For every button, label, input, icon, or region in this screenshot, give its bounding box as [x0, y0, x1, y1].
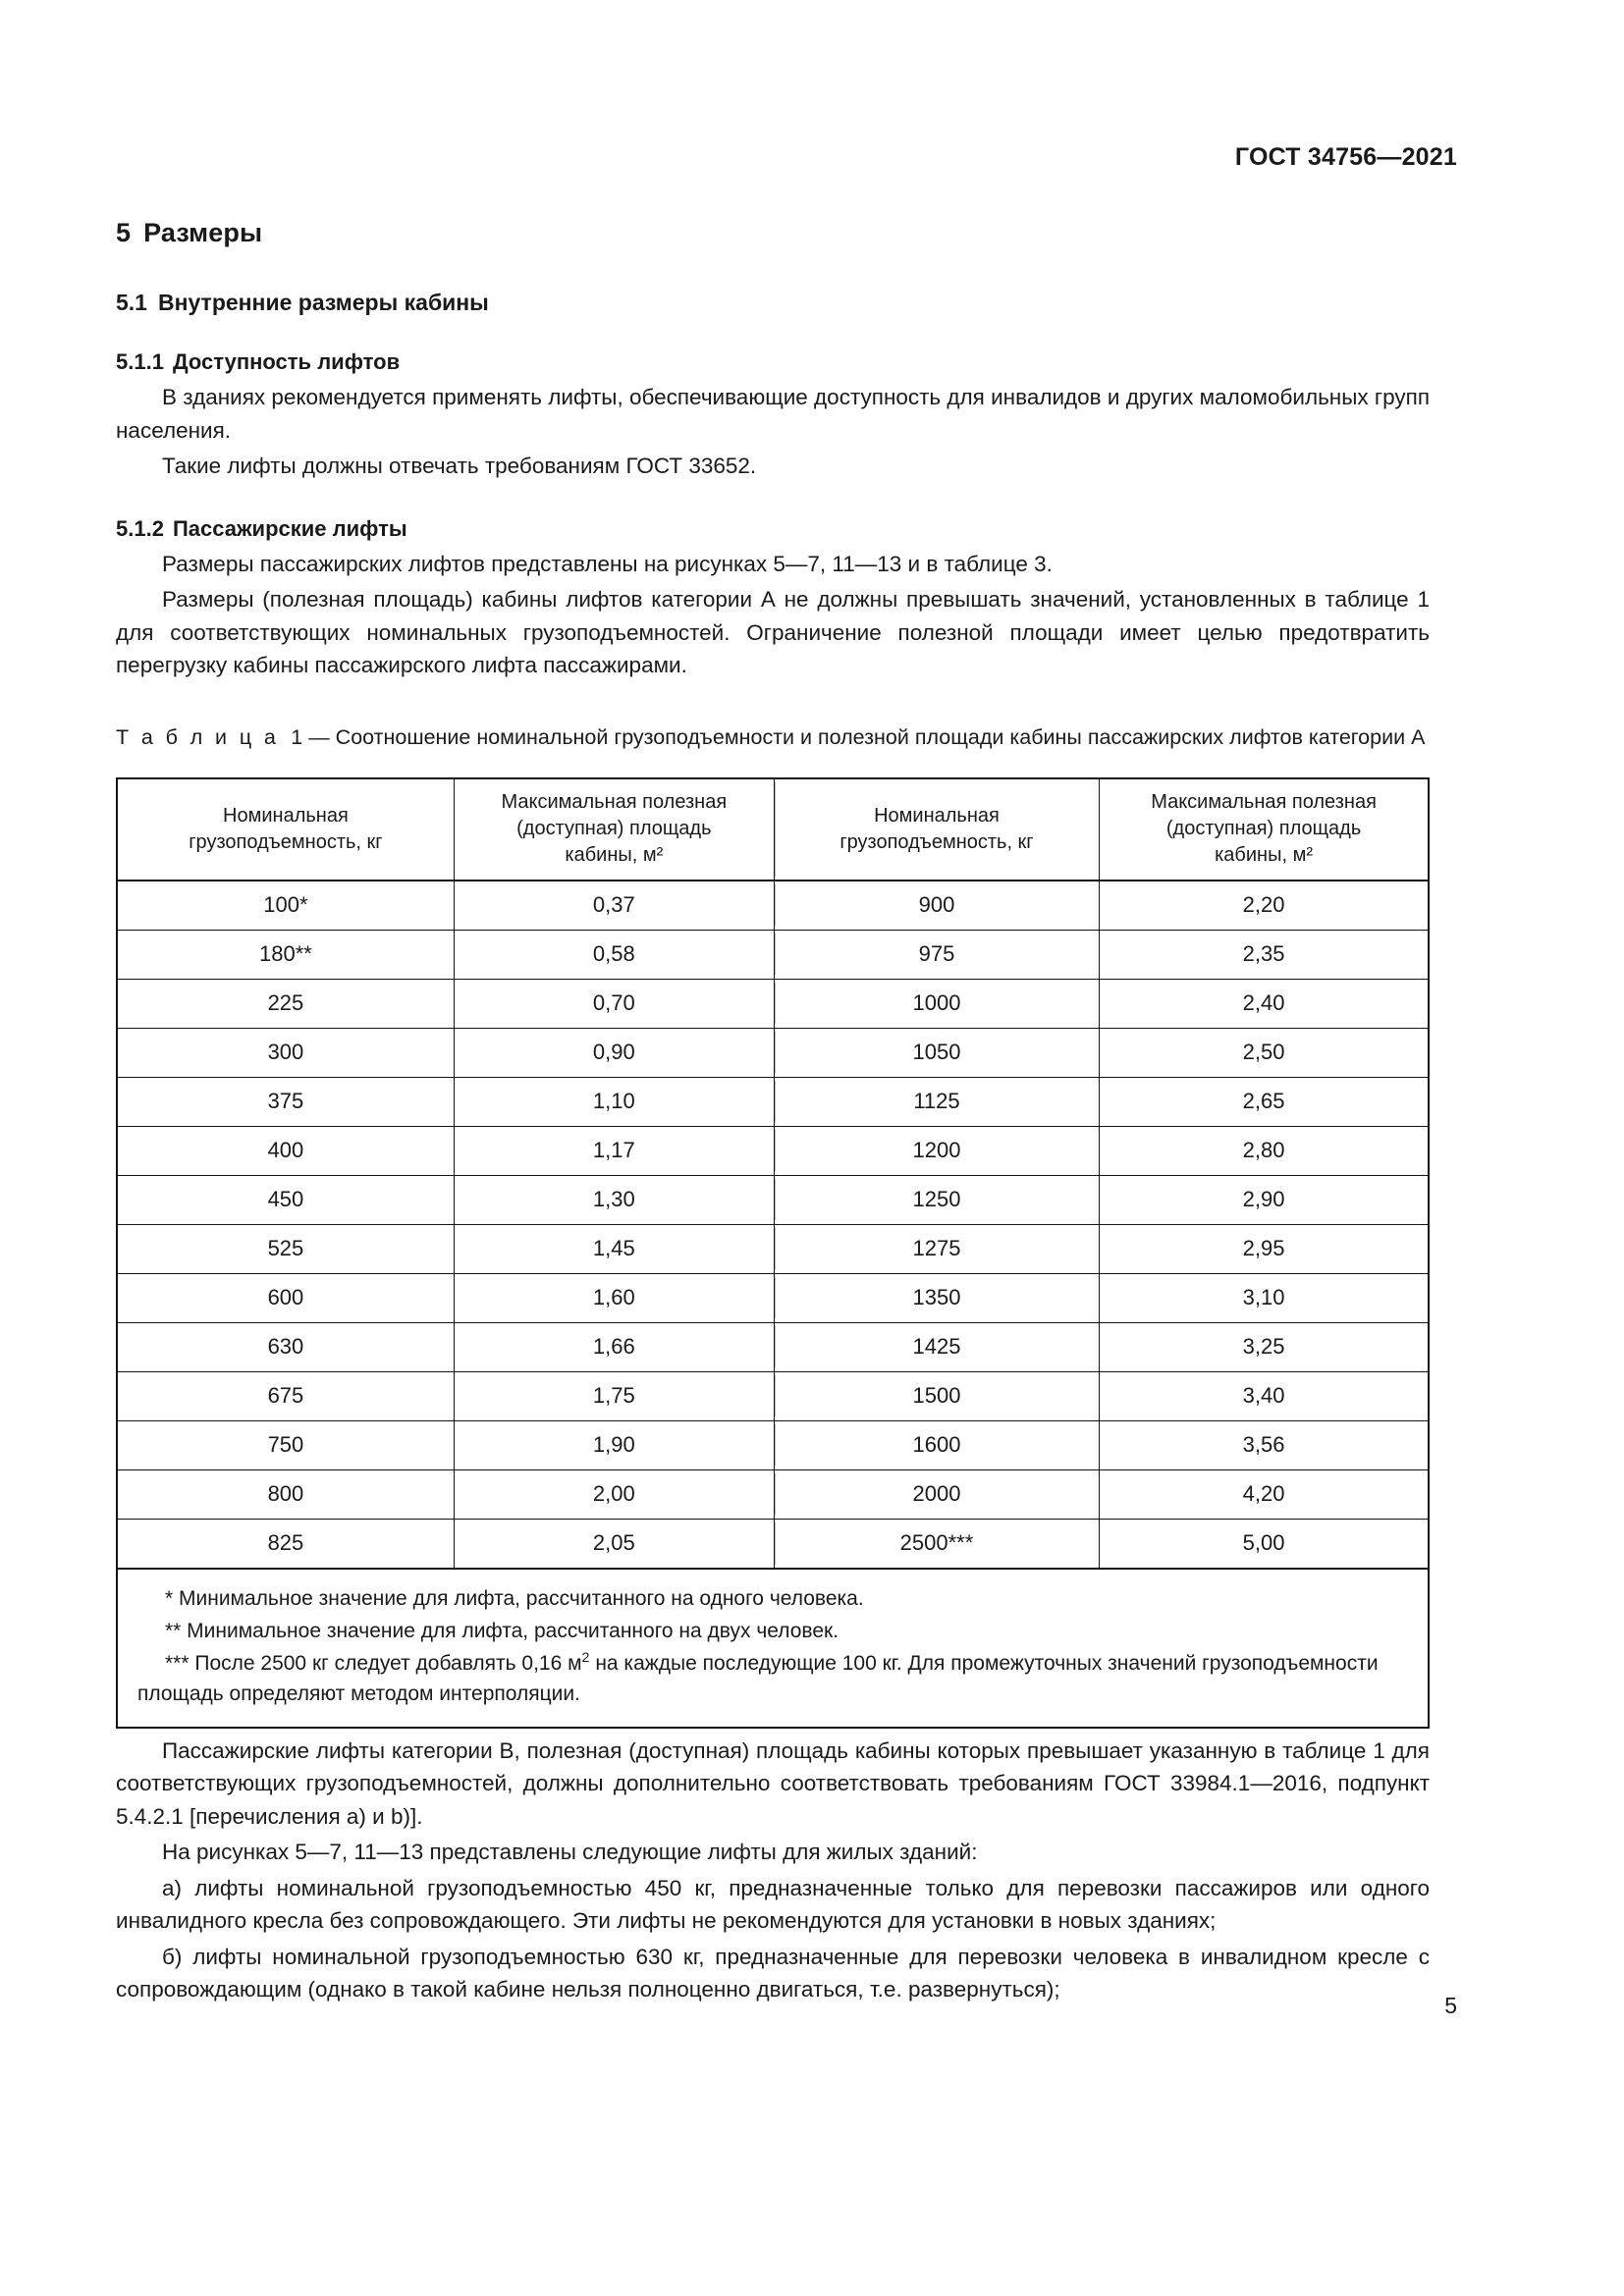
section-5-1-1-title: Доступность лифтов: [172, 349, 401, 374]
footnote-3-text-b: на каждые последующие 100 кг. Для промежуточных значений грузоподъемности площадь определяют методом интерполяции.: [137, 1651, 1379, 1705]
table-cell: 225: [117, 979, 454, 1028]
table-cell: 3,40: [1100, 1371, 1429, 1420]
table-cell: 1,17: [454, 1126, 774, 1175]
header-line: грузоподъемность, кг: [189, 830, 383, 853]
standard-number-header: ГОСТ 34756—2021: [1234, 143, 1457, 171]
table-row: [117, 1224, 1429, 1273]
table-cell: 2,40: [1100, 979, 1429, 1028]
header-line: (доступная) площадь: [1165, 818, 1362, 839]
table-cell: 1050: [774, 1028, 1099, 1077]
table-cell: 4,20: [1100, 1469, 1429, 1519]
footnote-3-text-a: *** После 2500 кг следует добавлять 0,16 м: [165, 1651, 582, 1675]
table-1-caption: [116, 721, 1430, 753]
table-cell: 1275: [774, 1224, 1099, 1273]
header-line: Максимальная полезная: [501, 791, 728, 813]
footnote-single-person: * Минимальное значение для лифта, рассчитанного на одного человека.: [165, 1586, 864, 1610]
table-cell: 525: [117, 1224, 454, 1273]
table-cell: 2,90: [1100, 1175, 1429, 1224]
header-line: Максимальная полезная: [1151, 791, 1377, 813]
table-cell: 1,60: [454, 1273, 774, 1322]
table-row: [117, 930, 1429, 979]
section-5-title: Размеры: [143, 218, 263, 247]
table-head: [117, 778, 1429, 881]
table-cell: 375: [117, 1077, 454, 1126]
table-cell: 2,50: [1100, 1028, 1429, 1077]
table-footnotes: [116, 1570, 1430, 1729]
table-header-row: [117, 778, 1429, 881]
table-cell: 2500***: [774, 1519, 1099, 1569]
table-cell: 675: [117, 1371, 454, 1420]
table-cell: 1,10: [454, 1077, 774, 1126]
table-cell: 1,66: [454, 1322, 774, 1371]
table-cell: 800: [117, 1469, 454, 1519]
header-line: кабины, м²: [1215, 844, 1313, 866]
section-5-1-2-heading: [116, 516, 1430, 542]
table-cell: 630: [117, 1322, 454, 1371]
table-cell: 1,75: [454, 1371, 774, 1420]
section-5-number: 5: [116, 218, 132, 247]
table-cell: 3,10: [1100, 1273, 1429, 1322]
table-cell: 975: [774, 930, 1099, 979]
header-line: (доступная) площадь: [516, 818, 712, 839]
table-cell: 2,95: [1100, 1224, 1429, 1273]
table-caption-text: Соотношение номинальной грузоподъемности и полезной площади кабины пассажирских лифтов категории А: [335, 724, 1426, 749]
table-cell: 3,25: [1100, 1322, 1429, 1371]
paragraph-gost-33652-requirement: Такие лифты должны отвечать требованиям ГОСТ 33652.: [162, 454, 757, 478]
table-row: [117, 1322, 1429, 1371]
table-row: [117, 1371, 1429, 1420]
table-cell: 1,45: [454, 1224, 774, 1273]
table-row: [117, 1469, 1429, 1519]
table-cell: 1500: [774, 1371, 1099, 1420]
section-5-1-2-number: 5.1.2: [116, 515, 164, 541]
table-cell: 450: [117, 1175, 454, 1224]
section-5-1-2-title: Пассажирские лифты: [172, 515, 407, 541]
footnote-above-2500: [137, 1648, 1408, 1709]
header-line: Номинальная: [874, 804, 1000, 827]
section-5-1-1-number: 5.1.1: [116, 349, 164, 374]
table-row: [117, 1126, 1429, 1175]
table-cell: 2,00: [454, 1469, 774, 1519]
table-cell: 1,90: [454, 1420, 774, 1469]
table-cell: 1125: [774, 1077, 1099, 1126]
section-5-1-number: 5.1: [116, 290, 147, 315]
header-line: грузоподъемность, кг: [839, 830, 1034, 853]
table-cell: 0,37: [454, 881, 774, 931]
paragraph-category-b-requirements: Пассажирские лифты категории В, полезная (доступная) площадь кабины которых превышает указанную в таблице 1 для соответствующих грузоподъемностей, должны дополнительно соответствовать требованиям ГОСТ 33984.1—2016, подпункт 5.4.2.1 [перечисления a) и b)].: [116, 1737, 1430, 1829]
table-header-rated-load-left: [117, 778, 454, 881]
header-line: Номинальная: [223, 804, 349, 827]
table-cell: 1425: [774, 1322, 1099, 1371]
table-row: [117, 1077, 1429, 1126]
paragraph-residential-figures-intro: На рисунках 5—7, 11—13 представлены следующие лифты для жилых зданий:: [162, 1840, 978, 1864]
table-cell: 2,35: [1100, 930, 1429, 979]
paragraph-passenger-lift-figures: Размеры пассажирских лифтов представлены на рисунках 5—7, 11—13 и в таблице 3.: [162, 551, 1053, 576]
table-cell: 5,00: [1100, 1519, 1429, 1569]
table-header-max-area-left: [454, 778, 774, 881]
table-caption-label: Т а б л и ц а: [116, 724, 280, 749]
page-content: [116, 218, 1430, 2006]
paragraph-list-item-a: а) лифты номинальной грузоподъемностью 450 кг, предназначенные только для перевозки пассажиров или одного инвалидного кресла без сопровождающего. Эти лифты не рекомендуются для установки в новых зданиях;: [116, 1875, 1430, 1933]
table-cell: 100*: [117, 881, 454, 931]
table-cell: 1250: [774, 1175, 1099, 1224]
table-cell: 3,56: [1100, 1420, 1429, 1469]
footnote-two-persons: ** Минимальное значение для лифта, рассчитанного на двух человек.: [165, 1619, 839, 1642]
table-caption-dash: —: [308, 724, 330, 749]
paragraph-category-a-area-limits: Размеры (полезная площадь) кабины лифтов категории А не должны превышать значений, установленных в таблице 1 для соответствующих номинальных грузоподъемностей. Ограничение полезной площади имеет целью предотвратить перегрузку кабины пассажирского лифта пассажирами.: [116, 587, 1430, 677]
table-cell: 300: [117, 1028, 454, 1077]
table-cell: 2,65: [1100, 1077, 1429, 1126]
table-cell: 825: [117, 1519, 454, 1569]
table-cell: 2,20: [1100, 881, 1429, 931]
table-row: [117, 1519, 1429, 1569]
table-cell: 1000: [774, 979, 1099, 1028]
table-header-max-area-right: [1100, 778, 1429, 881]
table-cell: 2,05: [454, 1519, 774, 1569]
header-line: кабины, м²: [565, 844, 664, 866]
section-5-1-1-heading: [116, 349, 1430, 375]
table-caption-number: 1: [291, 724, 303, 749]
table-row: [117, 1028, 1429, 1077]
table-cell: 0,90: [454, 1028, 774, 1077]
table-cell: 2,80: [1100, 1126, 1429, 1175]
section-5-1-title: Внутренние размеры кабины: [157, 290, 489, 315]
table-cell: 750: [117, 1420, 454, 1469]
table-cell: 1200: [774, 1126, 1099, 1175]
table-row: [117, 1273, 1429, 1322]
footnote-3-superscript: 2: [581, 1649, 590, 1666]
paragraph-accessibility-recommendation: В зданиях рекомендуется применять лифты, обеспечивающие доступность для инвалидов и других маломобильных групп населения.: [116, 385, 1430, 443]
table-cell: 600: [117, 1273, 454, 1322]
table-cell: 1,30: [454, 1175, 774, 1224]
table-header-rated-load-right: [774, 778, 1099, 881]
table-cell: 1600: [774, 1420, 1099, 1469]
section-5-1-heading: [116, 290, 1430, 316]
table-cell: 400: [117, 1126, 454, 1175]
table-load-vs-area: [116, 777, 1430, 1570]
page-number: 5: [1444, 1993, 1457, 2018]
table-body: [117, 881, 1429, 1569]
table-cell: 2000: [774, 1469, 1099, 1519]
table-cell: 0,70: [454, 979, 774, 1028]
table-cell: 180**: [117, 930, 454, 979]
table-row: [117, 1420, 1429, 1469]
table-cell: 900: [774, 881, 1099, 931]
paragraph-list-item-b: б) лифты номинальной грузоподъемностью 630 кг, предназначенные для перевозки человека в инвалидном кресле с сопровождающим (однако в такой кабине нельзя полноценно двигаться, т.е. развернуться);: [116, 1944, 1430, 2002]
table-row: [117, 1175, 1429, 1224]
table-row: [117, 979, 1429, 1028]
table-cell: 0,58: [454, 930, 774, 979]
table-cell: 1350: [774, 1273, 1099, 1322]
table-row: [117, 881, 1429, 931]
section-5-heading: [116, 218, 1430, 248]
